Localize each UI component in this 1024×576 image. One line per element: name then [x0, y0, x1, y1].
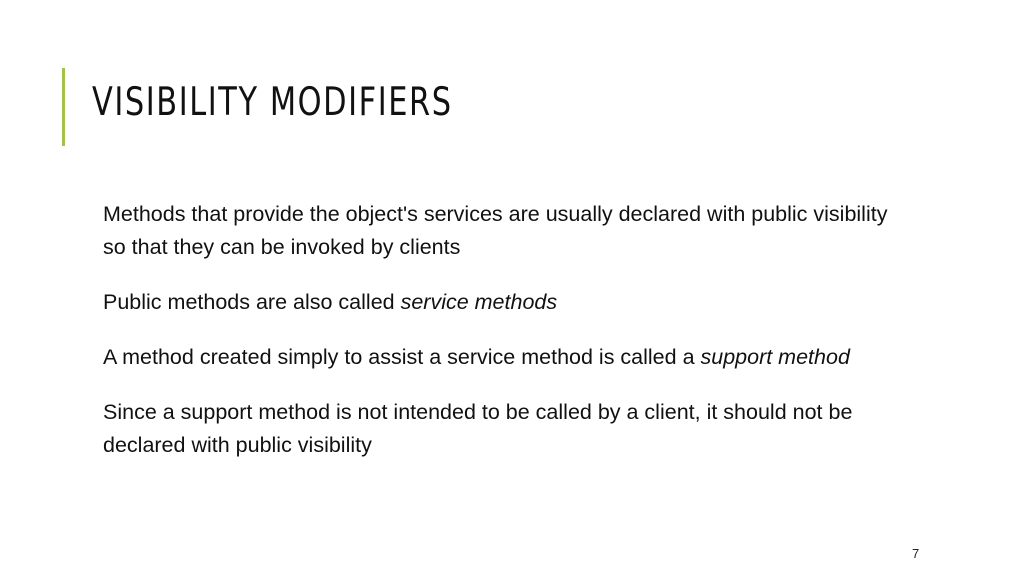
paragraph-support-visibility: Since a support method is not intended to be called by a client, it should not be declared with public visibility — [103, 400, 853, 457]
term-support-method: support method — [700, 345, 850, 369]
slide-title: VISIBILITY MODIFIERS — [92, 80, 453, 125]
paragraph-text: A method created simply to assist a service method is called a — [103, 345, 701, 369]
term-service-methods: service methods — [400, 290, 558, 314]
paragraph-public-methods — [103, 286, 903, 319]
paragraph-text: Public methods are also called — [103, 290, 401, 314]
paragraph-support-method — [103, 341, 903, 374]
paragraph-service-methods-declared: Methods that provide the object's services are usually declared with public visibility so that they can be invoked by clients — [103, 202, 888, 259]
slide-content — [103, 198, 903, 484]
title-accent-bar — [62, 68, 65, 146]
page-number: 7 — [912, 546, 920, 561]
